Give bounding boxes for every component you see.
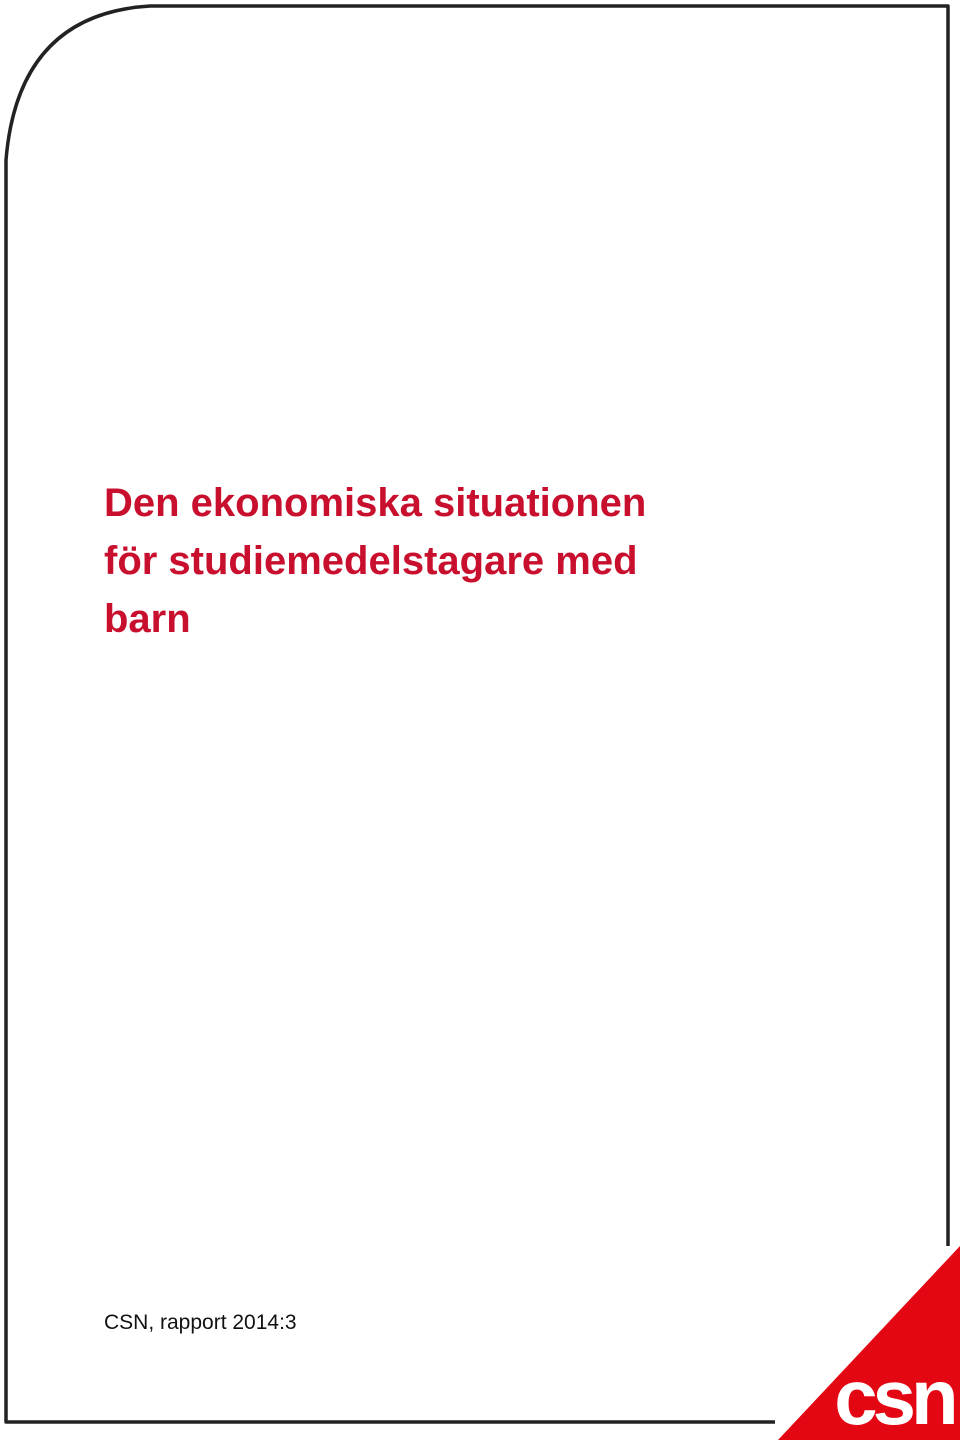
csn-logo-icon — [770, 1246, 960, 1440]
logo-text: csn — [834, 1353, 954, 1440]
title-line-2: för studiemedelstagare med — [104, 539, 638, 583]
title-line-3: barn — [104, 597, 191, 641]
title-line-1: Den ekonomiska situationen — [104, 481, 647, 525]
report-title — [104, 474, 804, 648]
report-identifier: CSN, rapport 2014:3 — [104, 1311, 297, 1334]
